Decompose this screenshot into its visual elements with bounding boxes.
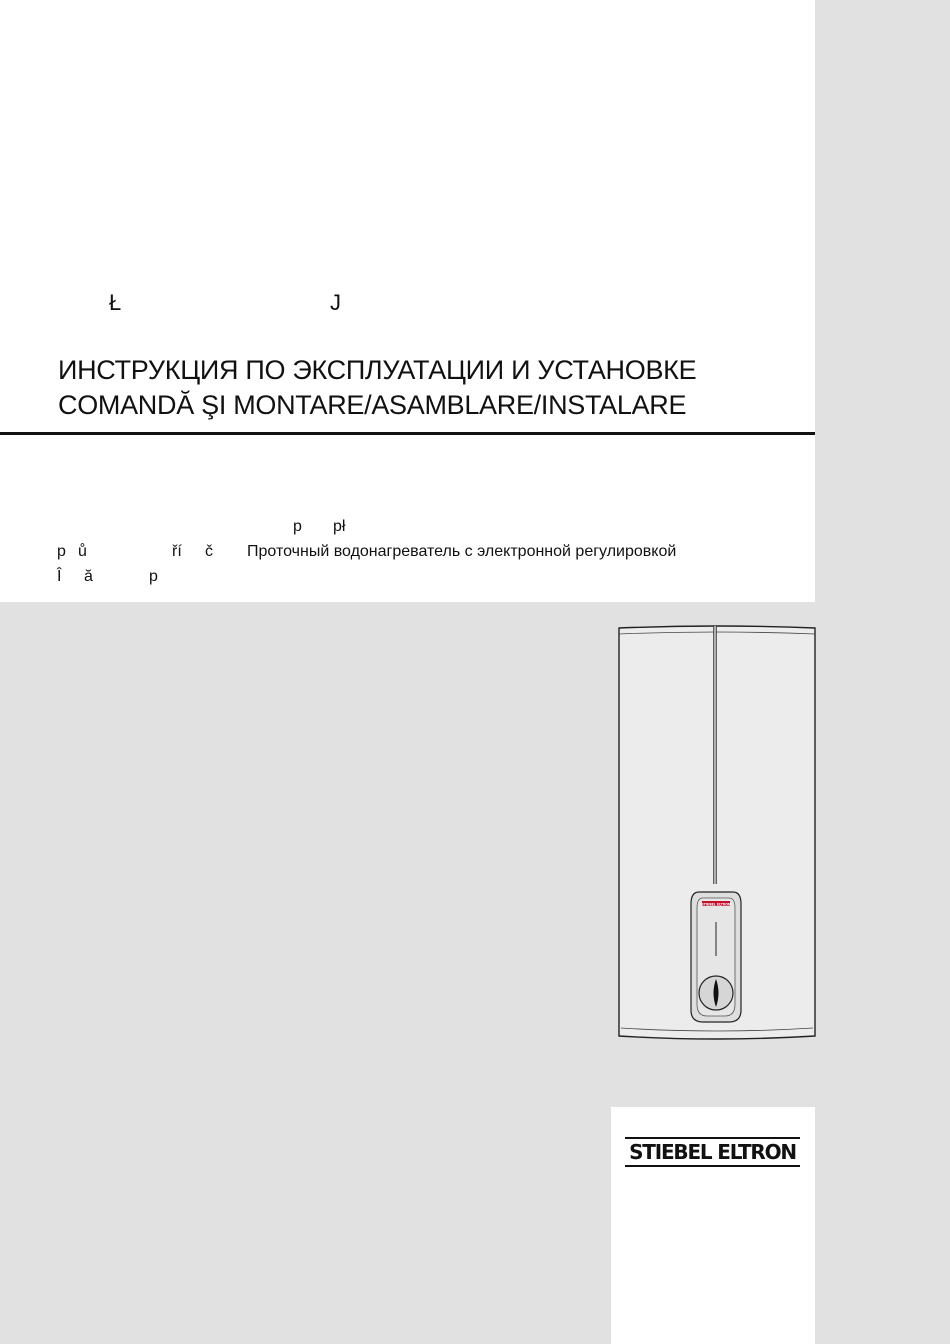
product-row2-frag-c: ří	[172, 543, 182, 560]
logo-panel	[611, 1107, 815, 1344]
title-russian: ИНСТРУКЦИЯ ПО ЭКСПЛУАТАЦИИ И УСТАНОВКЕ	[58, 355, 697, 385]
product-row3-frag-a: Î	[57, 568, 62, 585]
product-row1-frag-a: p	[293, 518, 302, 535]
logo-text: STIEBEL ELTRON	[629, 1140, 796, 1164]
product-row2-frag-b: ů	[78, 543, 87, 560]
product-row2-frag-d: č	[205, 543, 213, 560]
product-row3-frag-b: ă	[84, 568, 93, 585]
title-romanian: COMANDĂ ŞI MONTARE/ASAMBLARE/INSTALARE	[58, 390, 687, 420]
header-fragment-2: J	[330, 290, 341, 315]
water-heater-illustration	[615, 622, 820, 1047]
product-description-russian: Проточный водонагреватель с электронной регулировкой	[247, 543, 677, 560]
title-divider	[0, 432, 815, 435]
right-gray-band	[815, 0, 950, 1344]
brand-logo	[625, 1137, 800, 1167]
header-fragment-1: Ł	[109, 290, 122, 315]
product-row2-frag-a: p	[57, 543, 66, 560]
product-row3-frag-c: p	[149, 568, 158, 585]
device-brand-label: STIEBEL ELTRON	[701, 902, 731, 907]
product-row1-frag-b: pł	[333, 518, 346, 535]
logo-bottom-bar	[625, 1165, 800, 1167]
